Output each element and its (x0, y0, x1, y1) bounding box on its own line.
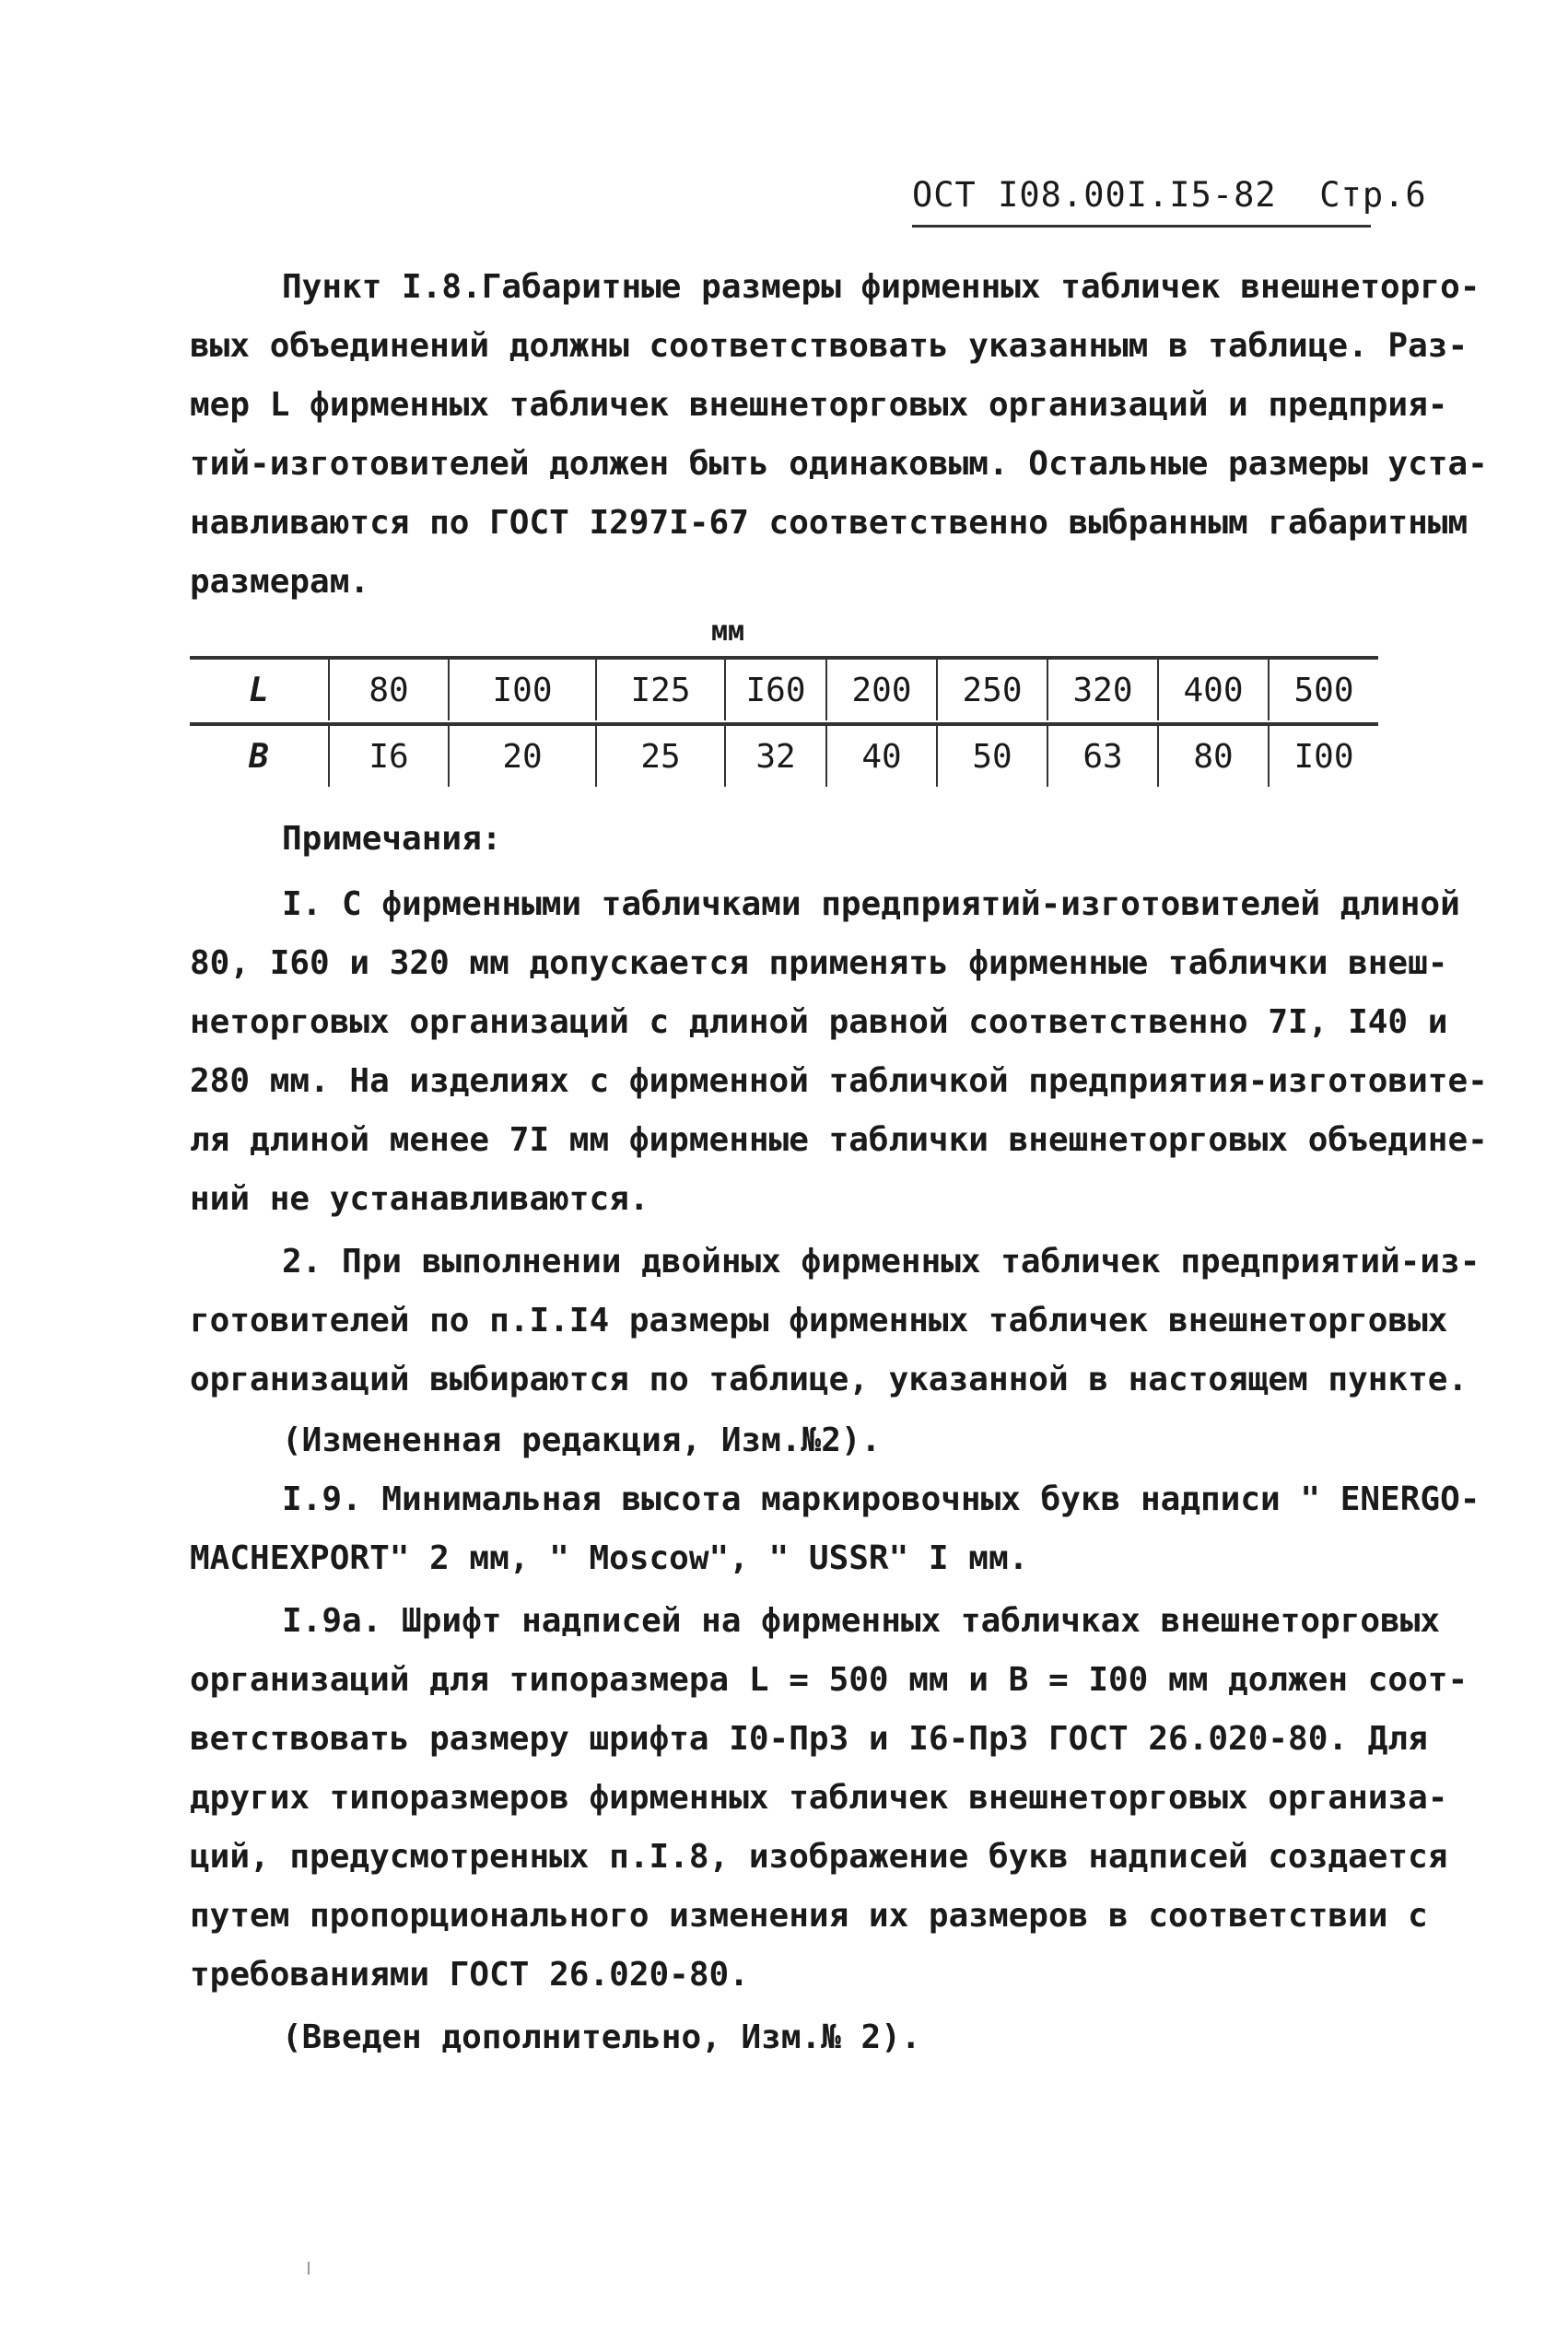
table-unit: мм (711, 615, 745, 648)
table-cell: 80 (1157, 726, 1268, 787)
text-line: мер L фирменных табличек внешнеторговых организаций и предприя- (190, 386, 1448, 424)
table-cell: I00 (1268, 726, 1378, 787)
text-line: ций, предусмотренных п.I.8, изображение букв надписей создается (190, 1838, 1448, 1876)
table-row-l (190, 660, 1378, 720)
page-header (912, 175, 1427, 215)
text-line: 2. При выполнении двойных фирменных табличек предприятий-из- (282, 1243, 1480, 1281)
table-cell: 32 (724, 726, 825, 787)
text-line: (Измененная редакция, Изм.№2). (282, 1421, 882, 1459)
text-line: путем пропорционального изменения их размеров в соответствии с (190, 1897, 1428, 1935)
row-label-l: L (249, 671, 269, 709)
text-line: вых объединений должны соответствовать указанным в таблице. Раз- (190, 327, 1469, 365)
page-number: Стр.6 (1319, 175, 1427, 215)
table-cell: I25 (595, 660, 724, 720)
table-cell: 500 (1268, 660, 1378, 720)
text-line: неторговых организаций с длиной равной соответственно 7I, I40 и (190, 1003, 1448, 1041)
table-cell: 25 (595, 726, 724, 787)
text-line: ний не устанавливаются. (190, 1180, 649, 1218)
text-line: I.9а. Шрифт надписей на фирменных табличках внешнеторговых (282, 1602, 1441, 1640)
table-cell: 200 (825, 660, 936, 720)
table-cell: 250 (936, 660, 1047, 720)
text-line: размерам. (190, 563, 370, 601)
table-cell: 40 (825, 726, 936, 787)
text-line: I. С фирменными табличками предприятий-изготовителей длиной (282, 885, 1460, 923)
text-line: других типоразмеров фирменных табличек внешнеторговых организа- (190, 1779, 1448, 1817)
text-line: навливаются по ГОСТ I297I-67 соответственно выбранным габаритным (190, 504, 1469, 542)
text-line: MACHEXPORT" 2 мм, " Moscow", " USSR" I мм. (190, 1539, 1029, 1577)
table-cell: 63 (1047, 726, 1157, 787)
row-label-b: B (249, 737, 269, 776)
text-line: 80, I60 и 320 мм допускается применять фирменные таблички внеш- (190, 944, 1448, 982)
table-cell: 50 (936, 726, 1047, 787)
text-line: организаций выбираются по таблице, указанной в настоящем пункте. (190, 1361, 1469, 1398)
table-cell: 80 (328, 660, 448, 720)
text-line: тий-изготовителей должен быть одинаковым. Остальные размеры уста- (190, 445, 1488, 483)
item-1-8-paragraph (190, 258, 1488, 612)
text-line: I.9. Минимальная высота маркировочных букв надписи " ENERGO- (282, 1480, 1480, 1518)
table-row-b (190, 726, 1378, 787)
table-cell: I00 (448, 660, 595, 720)
table-cell: 320 (1047, 660, 1157, 720)
table-cell: 400 (1157, 660, 1268, 720)
note-1 (190, 875, 1488, 1229)
text-line: ветствовать размеру шрифта I0-Пр3 и I6-Пр3 ГОСТ 26.020-80. Для (190, 1720, 1428, 1758)
document-id: ОСТ I08.00I.I5-82 (912, 175, 1277, 215)
edit-note-2 (190, 2008, 1424, 2067)
scan-mark (308, 2262, 310, 2275)
table-cell: I60 (724, 660, 825, 720)
text-line: 280 мм. На изделиях с фирменной табличкой предприятия-изготовите- (190, 1062, 1488, 1100)
text-line: организаций для типоразмера L = 500 мм и B = I00 мм должен соот- (190, 1661, 1469, 1699)
item-1-9a-paragraph (190, 1592, 1469, 2005)
text-line: Пункт I.8.Габаритные размеры фирменных табличек внешнеторго- (282, 268, 1480, 306)
text-line: готовителей по п.I.I4 размеры фирменных табличек внешнеторговых (190, 1302, 1448, 1339)
note-2 (190, 1233, 1480, 1410)
header-underline (912, 225, 1371, 228)
edit-note-1 (190, 1411, 1424, 1470)
item-1-9-paragraph (190, 1470, 1480, 1588)
table-cell: I6 (328, 726, 448, 787)
text-line: ля длиной менее 7I мм фирменные таблички внешнеторговых объедине- (190, 1121, 1488, 1159)
text-line: требованиями ГОСТ 26.020-80. (190, 1956, 749, 1994)
table-cell: 20 (448, 726, 595, 787)
text-line: (Введен дополнительно, Изм.№ 2). (282, 2018, 921, 2056)
notes-title: Примечания: (282, 820, 502, 858)
